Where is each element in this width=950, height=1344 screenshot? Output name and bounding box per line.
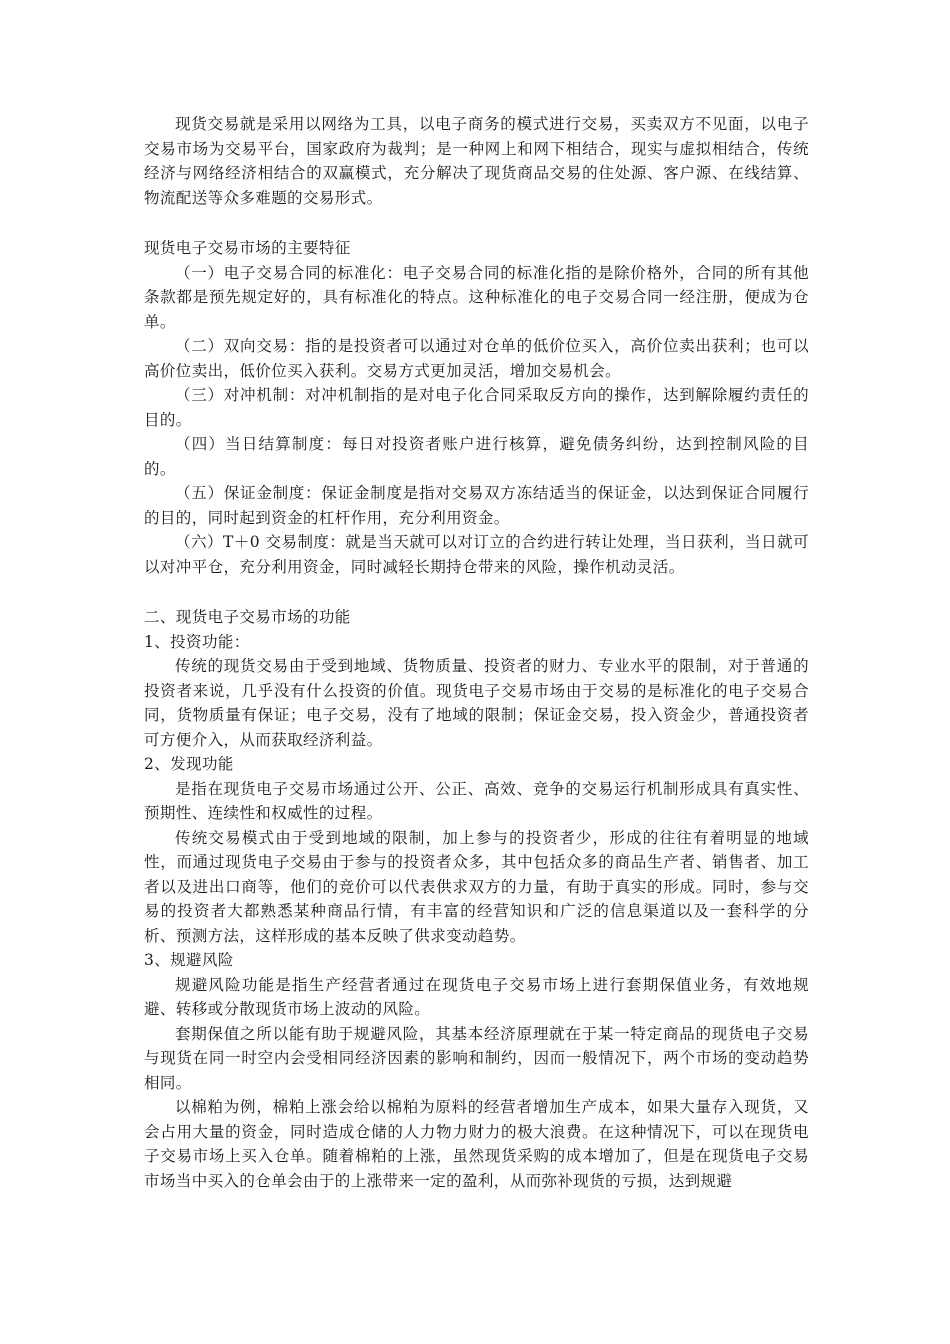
investment-paragraph: 传统的现货交易由于受到地域、货物质量、投资者的财力、专业水平的限制，对于普通的投资者来说，几乎没有什么投资的价值。现货电子交易市场由于交易的是标准化的电子交易合同，货物质量有保证；电子交易，没有了地域的限制；保证金交易，投入资金少，普通投资者可方便介入，从而获取经济利益。	[144, 657, 809, 749]
subsection-investment-title: 1、投资功能：	[144, 632, 250, 651]
discovery-paragraph-1: 是指在现货电子交易市场通过公开、公正、高效、竞争的交易运行机制形成具有真实性、预期性、连续性和权威性的过程。	[144, 779, 809, 822]
feature-item-6: （六）T＋0 交易制度：就是当天就可以对订立的合约进行转让处理，当日获利，当日就可以对冲平仓，充分利用资金，同时减轻长期持仓带来的风险，操作机动灵活。	[144, 533, 809, 576]
risk-paragraph-3: 以棉粕为例，棉粕上涨会给以棉粕为原料的经营者增加生产成本，如果大量存入现货，又会占用大量的资金，同时造成仓储的人力物力财力的极大浪费。在这种情况下，可以在现货电子交易市场上买入仓单。随着棉粕的上涨，虽然现货采购的成本增加了，但是在现货电子交易市场当中买入的仓单会由于的上涨带来一定的盈利，从而弥补现货的亏损，达到规避	[144, 1098, 809, 1190]
subsection-risk-title: 3、规避风险	[144, 951, 234, 969]
subsection-discovery-title: 2、发现功能	[144, 755, 234, 773]
feature-item-2: （二）双向交易：指的是投资者可以通过对仓单的低价位买入，高价位卖出获利；也可以高价位卖出，低价位买入获利。交易方式更加灵活，增加交易机会。	[144, 337, 809, 380]
discovery-paragraph-2: 传统交易模式由于受到地域的限制，加上参与的投资者少，形成的往往有着明显的地域性，而通过现货电子交易由于参与的投资者众多，其中包括众多的商品生产者、销售者、加工者以及进出口商等，他们的竞价可以代表供求双方的力量，有助于真实的形成。同时，参与交易的投资者大都熟悉某种商品行情，有丰富的经营知识和广泛的信息渠道以及一套科学的分析、预测方法，这样形成的基本反映了供求变动趋势。	[144, 828, 809, 945]
intro-paragraph: 现货交易就是采用以网络为工具，以电子商务的模式进行交易，买卖双方不见面，以电子交易市场为交易平台，国家政府为裁判；是一种网上和网下相结合，现实与虚拟相结合，传统经济与网络经济相结合的双赢模式，充分解决了现货商品交易的住处源、客户源、在线结算、物流配送等众多难题的交易形式。	[144, 115, 809, 207]
feature-item-4: （四）当日结算制度：每日对投资者账户进行核算，避免债务纠纷，达到控制风险的目的。	[144, 435, 809, 478]
feature-item-3: （三）对冲机制：对冲机制指的是对电子化合同采取反方向的操作，达到解除履约责任的目的。	[144, 386, 809, 429]
spacer	[144, 579, 809, 605]
spacer	[144, 210, 809, 236]
feature-item-1: （一）电子交易合同的标准化：电子交易合同的标准化指的是除价格外，合同的所有其他条款都是预先规定好的，具有标准化的特点。这种标准化的电子交易合同一经注册，便成为仓单。	[144, 263, 809, 331]
risk-paragraph-1: 规避风险功能是指生产经营者通过在现货电子交易市场上进行套期保值业务，有效地规避、转移或分散现货市场上波动的风险。	[144, 975, 809, 1018]
risk-paragraph-2: 套期保值之所以能有助于规避风险，其基本经济原理就在于某一特定商品的现货电子交易与现货在同一时空内会受相同经济因素的影响和制约，因而一般情况下，两个市场的变动趋势相同。	[144, 1024, 809, 1092]
document-page	[144, 112, 809, 1193]
feature-item-5: （五）保证金制度：保证金制度是指对交易双方冻结适当的保证金，以达到保证合同履行的目的，同时起到资金的杠杆作用，充分利用资金。	[144, 484, 809, 527]
section-features-title: 现货电子交易市场的主要特征	[144, 239, 351, 257]
section-functions-title: 二、现货电子交易市场的功能	[144, 608, 351, 626]
